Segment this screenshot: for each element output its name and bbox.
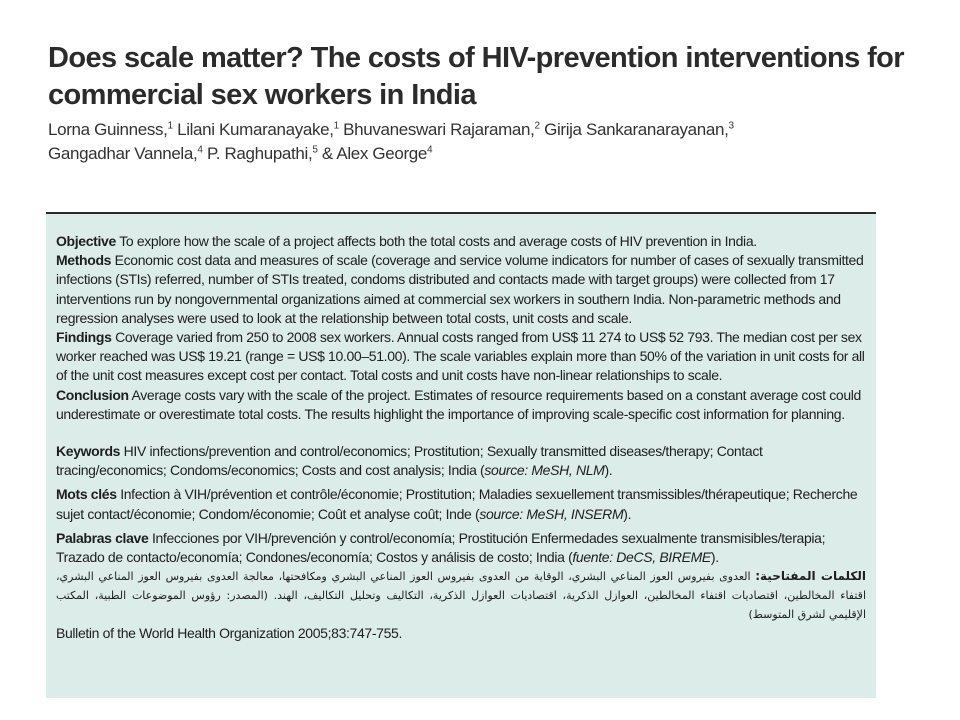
section-text: Coverage varied from 250 to 2008 sex workers. Annual costs ranged from US$ 11 274 to US$ 52 793. The median cost per sex worker reached was US$ 19.21 (range = US$ 10.00–51.00). The scale variables explain more than 50% of the variation in unit costs for all of the unit cost measures except cost per contact. Total costs and unit costs have non-linear relationships to scale. <box>56 329 865 384</box>
author-name: & Alex George <box>321 144 427 163</box>
keywords-source: fuente: DeCS, BIREME <box>572 549 711 566</box>
keywords-label: Palabras clave <box>56 529 149 546</box>
author-affiliation: 2 <box>534 120 540 132</box>
abstract-findings <box>56 328 866 386</box>
author-name: Gangadhar Vannela, <box>48 144 198 163</box>
section-text: To explore how the scale of a project affects both the total costs and average costs of HIV prevention in India. <box>119 233 757 249</box>
keywords-text: Infection à VIH/prévention et contrôle/économie; Prostitution; Maladies sexuellement transmissibles/thérapeutique; Recherche sujet contact/économie; Condom/économie; Coût et analyse coût; Inde ( <box>56 486 858 522</box>
author-affiliation: 1 <box>333 120 339 132</box>
citation: Bulletin of the World Health Organization 2005;83:747-755. <box>56 625 403 642</box>
section-text: Average costs vary with the scale of the project. Estimates of resource requirements based on a constant average cost could underestimate or overestimate total costs. The results highlight the importance of improving scale-specific cost information for planning. <box>56 386 861 422</box>
keywords-label: Keywords <box>56 443 121 460</box>
keywords-text: HIV infections/prevention and control/economics; Prostitution; Sexually transmitted diseases/therapy; Contact tracing/economics; Condoms/economics; Costs and cost analysis; India ( <box>56 443 763 479</box>
keywords-ar <box>56 567 866 624</box>
author-name: Lilani Kumaranayake, <box>177 120 334 139</box>
keywords-end: ). <box>623 505 632 522</box>
author-affiliation: 5 <box>312 144 318 156</box>
keywords-text: Infecciones por VIH/prevención y control/economía; Prostitución Enfermedades sexualmente transmisibles/terapia; Trazado de contacto/economía; Condones/economía; Costos y análisis de costo; India ( <box>56 529 826 566</box>
section-label: Methods <box>56 252 112 269</box>
keywords-es <box>56 529 866 567</box>
section-label: Findings <box>56 329 112 346</box>
abstract-conclusion <box>56 386 866 424</box>
author-affiliation: 3 <box>728 120 734 132</box>
keywords-label: Mots clés <box>56 486 117 503</box>
section-label: Conclusion <box>56 386 129 403</box>
author-name: P. Raghupathi, <box>206 144 313 163</box>
author-affiliation: 4 <box>197 144 203 156</box>
keywords-en <box>56 442 866 480</box>
keywords-end: ). <box>710 549 719 566</box>
author-affiliation: 1 <box>167 120 173 132</box>
keywords-end: ). <box>604 462 613 479</box>
section-text: Economic cost data and measures of scale (coverage and service volume indicators for number of cases of sexually transmitted infections (STIs) referred, number of STIs treated, condoms distributed and contacts made with target groups) were collected from 17 interventions run by nongovernmental organizations aimed at commercial sex workers in southern India. Non-parametric methods and regression analyses were used to look at the relationship between total costs, unit costs and scale. <box>56 252 864 326</box>
keywords-source: source: MeSH, INSERM <box>479 505 624 522</box>
author-name: Bhuvaneswari Rajaraman, <box>343 120 535 139</box>
keywords-source: source: MeSH, NLM <box>484 462 605 479</box>
author-name: Lorna Guinness, <box>48 120 168 139</box>
abstract-box <box>46 212 876 698</box>
abstract-objective <box>56 232 866 251</box>
author-affiliation: 4 <box>427 144 433 156</box>
section-label: Objective <box>56 233 116 249</box>
article-title: Does scale matter? The costs of HIV-prevention interventions for commercial sex workers in India <box>48 42 904 111</box>
abstract-methods <box>56 251 866 328</box>
keywords-text: العدوى بفيروس العوز المناعي البشري، الوقاية من العدوى بفيروس العوز المناعي البشري ومكافحتها، معالجة العدوى بفيروس العوز المناعي البشري، اقتفاء المخالطين، اقتصاديات اقتفاء المخالطين، العوازل الذكرية، اقتصاديات العوازل الذكرية، التكاليف وتحليل التكاليف، الهند. (المصدر: رؤوس الموضوعات الطبية، المكتب الإقليمي لشرق المتوسط) <box>56 570 866 622</box>
author-name: Girija Sankaranarayanan, <box>544 120 729 139</box>
author-list <box>48 118 918 166</box>
keywords-fr <box>56 485 866 523</box>
keywords-label: الكلمات المفتاحية: <box>755 569 866 584</box>
